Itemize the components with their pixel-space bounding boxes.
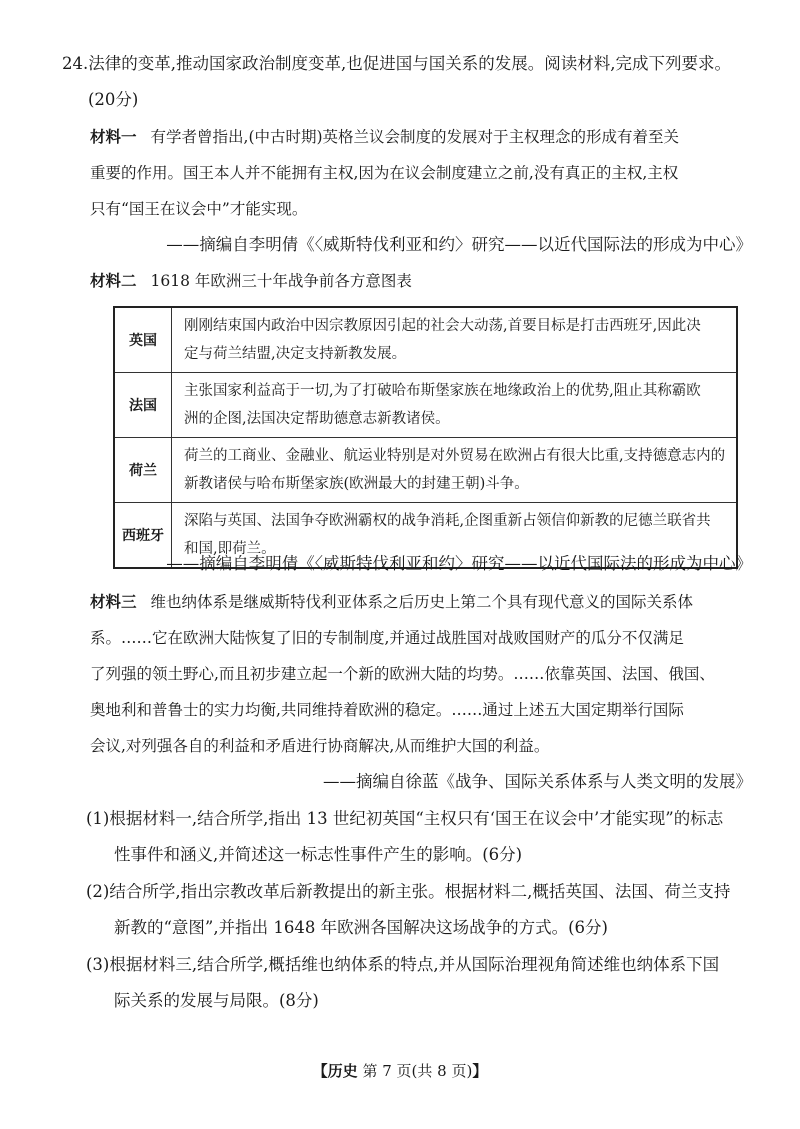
question-3-line2: 际关系的发展与局限。(8分) (114, 991, 319, 1010)
material3-line1 (90, 591, 693, 613)
country-cell: 西班牙 (114, 503, 172, 569)
material2-heading (90, 270, 412, 292)
description-line: 刚刚结束国内政治中因宗教原因引起的社会大动荡,首要目标是打击西班牙,因此决 (184, 318, 701, 334)
material3-line3: 了列强的领土野心,而且初步建立起一个新的欧洲大陆的均势。……依靠英国、法国、俄国、 (90, 665, 715, 683)
material3-line4: 奥地利和普鲁士的实力均衡,共同维持着欧洲的稳定。……通过上述五大国定期举行国际 (90, 701, 684, 719)
page-footer (0, 1060, 800, 1081)
material3-text1: 维也纳体系是继威斯特伐利亚体系之后历史上第二个具有现代意义的国际关系体 (150, 593, 694, 611)
material1-line3: 只有“国王在议会中”才能实现。 (90, 200, 308, 218)
question-points: (20分) (88, 90, 139, 109)
description-line: 新教诸侯与哈布斯堡家族(欧洲最大的封建王朝)斗争。 (184, 476, 529, 492)
description-line: 主张国家利益高于一切,为了打破哈布斯堡家族在地缘政治上的优势,阻止其称霸欧 (184, 383, 701, 399)
material3-source: ——摘编自徐蓝《战争、国际关系体系与人类文明的发展》 (323, 772, 752, 791)
footer-page-number: 第 7 页(共 8 页) (362, 1062, 473, 1080)
question-1-line2: 性事件和涵义,并简述这一标志性事件产生的影响。(6分) (114, 845, 523, 864)
description-line: 和国,即荷兰。 (184, 541, 276, 557)
material1-line2: 重要的作用。国王本人并不能拥有主权,因为在议会制度建立之前,没有真正的主权,主权 (90, 164, 679, 182)
country-cell: 荷兰 (114, 438, 172, 503)
question-2-line2: 新教的“意图”,并指出 1648 年欧洲各国解决这场战争的方式。(6分) (114, 918, 608, 937)
material3-label: 材料三 (90, 592, 137, 611)
material1-source: ——摘编自李明倩《〈威斯特伐利亚和约〉研究——以近代国际法的形成为中心》 (166, 235, 752, 254)
table-row (114, 438, 737, 503)
question-intro: 24.法律的变革,推动国家政治制度变革,也促进国与国关系的发展。阅读材料,完成下列要求。 (62, 54, 731, 73)
material1-text1: 有学者曾指出,(中古时期)英格兰议会制度的发展对于主权理念的形成有着至关 (150, 128, 680, 146)
table-row (114, 307, 737, 373)
material1-label: 材料一 (90, 127, 137, 146)
description-line: 定与荷兰结盟,决定支持新教发展。 (184, 346, 407, 362)
footer-close-bracket: 】 (472, 1062, 488, 1080)
country-cell: 英国 (114, 307, 172, 373)
description-line: 深陷与英国、法国争夺欧洲霸权的战争消耗,企图重新占领信仰新教的尼德兰联省共 (184, 513, 711, 529)
country-cell: 法国 (114, 373, 172, 438)
material2-source: ——摘编自李明倩《〈威斯特伐利亚和约〉研究——以近代国际法的形成为中心》 (166, 554, 752, 573)
material3-line5: 会议,对列强各自的利益和矛盾进行协商解决,从而维护大国的利益。 (90, 737, 550, 755)
table-row (114, 373, 737, 438)
question-1-line1: (1)根据材料一,结合所学,指出 13 世纪初英国“主权只有‘国王在议会中’才能实现”的标志 (86, 809, 724, 828)
footer-subject: 历史 (327, 1062, 358, 1080)
description-cell (172, 307, 738, 373)
description-cell (172, 438, 738, 503)
material2-title: 1618 年欧洲三十年战争前各方意图表 (150, 272, 412, 290)
footer-open-bracket: 【 (312, 1062, 328, 1080)
material2-label: 材料二 (90, 271, 137, 290)
intentions-table (113, 306, 738, 569)
description-line: 荷兰的工商业、金融业、航运业特别是对外贸易在欧洲占有很大比重,支持德意志内的 (184, 448, 726, 464)
material1-line1 (90, 126, 679, 148)
description-cell (172, 373, 738, 438)
description-line: 洲的企图,法国决定帮助德意志新教诸侯。 (184, 411, 450, 427)
question-3-line1: (3)根据材料三,结合所学,概括维也纳体系的特点,并从国际治理视角简述维也纳体系下国 (86, 955, 720, 974)
material3-line2: 系。……它在欧洲大陆恢复了旧的专制制度,并通过战胜国对战败国财产的瓜分不仅满足 (90, 629, 684, 647)
question-2-line1: (2)结合所学,指出宗教改革后新教提出的新主张。根据材料二,概括英国、法国、荷兰支持 (86, 882, 731, 901)
